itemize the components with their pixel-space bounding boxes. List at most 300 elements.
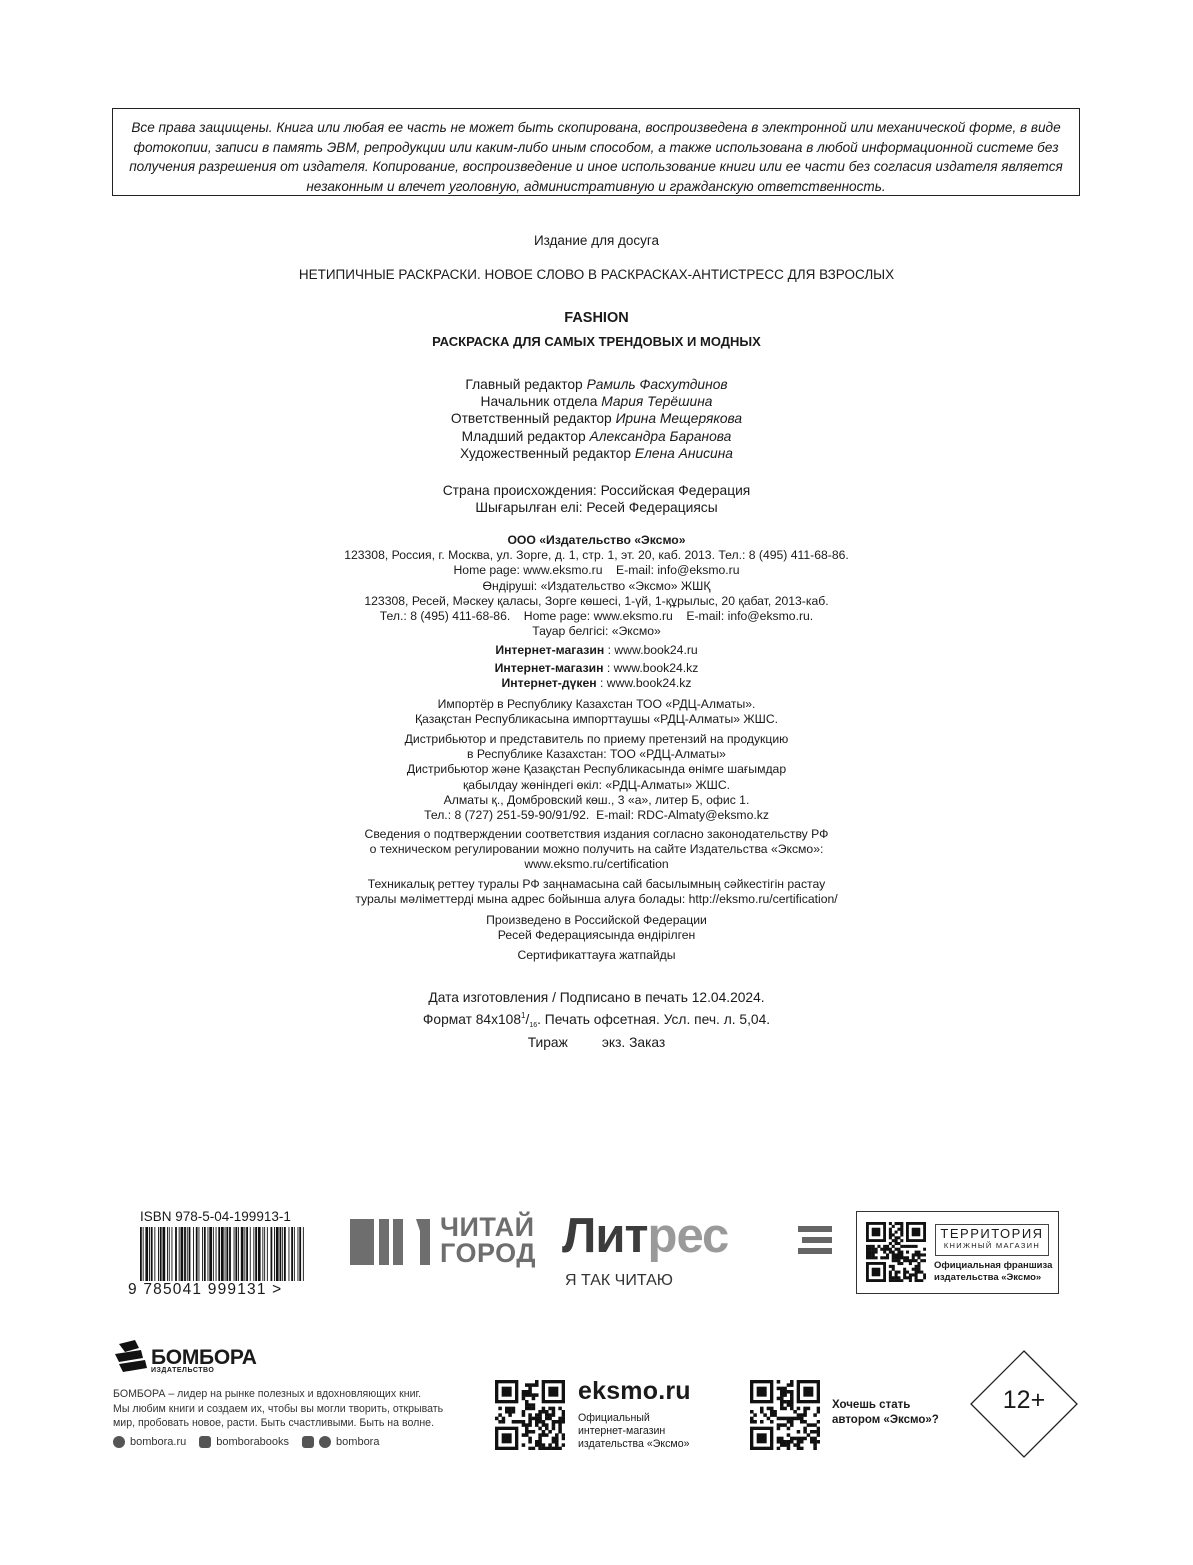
bombora-desc-line: Мы любим книги и создаем их, чтобы вы могли творить, открывать: [113, 1402, 444, 1415]
qr-module: [790, 1407, 794, 1411]
qr-module: [903, 1256, 906, 1259]
barcode-bar: [149, 1227, 150, 1281]
qr-module: [508, 1413, 512, 1417]
qr-module: [542, 1420, 546, 1424]
staff-list: [0, 376, 1193, 462]
qr-module: [522, 1423, 526, 1427]
barcode-bar: [284, 1227, 286, 1281]
qr-module: [535, 1440, 539, 1444]
qr-module: [892, 1239, 895, 1242]
qr-module: [895, 1253, 898, 1256]
qr-module: [780, 1393, 784, 1397]
qr-module: [889, 1231, 892, 1234]
qr-module: [562, 1433, 565, 1437]
qr-module: [522, 1443, 526, 1447]
qr-module: [502, 1417, 506, 1421]
barcode-bar: [274, 1227, 275, 1281]
qr-module: [780, 1437, 784, 1441]
territory-line: КНИЖНЫЙ МАГАЗИН: [943, 1241, 1041, 1250]
qr-module: [897, 1228, 900, 1231]
qr-module: [790, 1437, 794, 1441]
qr-module: [777, 1427, 781, 1431]
barcode-bar: [163, 1227, 166, 1281]
barcode-bar: [253, 1227, 254, 1281]
qr-module: [903, 1271, 906, 1274]
qr-module: [883, 1245, 886, 1248]
barcode-bar: [172, 1227, 173, 1281]
author-qr-icon: [750, 1380, 820, 1450]
qr-module: [783, 1387, 787, 1391]
qr-module: [900, 1279, 903, 1282]
barcode-bar: [175, 1227, 177, 1281]
qr-module: [797, 1440, 801, 1444]
qr-module: [538, 1443, 542, 1447]
barcode-bar: [151, 1227, 153, 1281]
qr-module: [903, 1259, 906, 1262]
qr-module: [508, 1407, 512, 1411]
eksmo-desc-line: издательства «Эксмо»: [578, 1438, 690, 1450]
qr-module: [750, 1417, 754, 1421]
publisher-line: Өндіруші: «Издательство «Эксмо» ЖШҚ: [482, 578, 711, 593]
chitai-gorod-wordmark: [440, 1214, 536, 1266]
qr-module: [780, 1403, 784, 1407]
qr-module: [528, 1437, 532, 1441]
origin-line: Шығарылған елі: Ресей Федерациясы: [475, 500, 718, 515]
qr-module: [522, 1413, 526, 1417]
qr-module: [780, 1417, 784, 1421]
barcode-bar: [160, 1227, 162, 1281]
qr-module: [763, 1413, 767, 1417]
qr-finder: [872, 1228, 881, 1237]
barcode-bar: [179, 1227, 180, 1281]
qr-module: [505, 1407, 509, 1411]
qr-module: [915, 1253, 918, 1256]
qr-module: [813, 1443, 817, 1447]
qr-module: [787, 1417, 791, 1421]
author-line: Хочешь стать: [832, 1399, 911, 1411]
qr-module: [810, 1440, 814, 1444]
distributor-block: [0, 732, 1193, 793]
qr-module: [915, 1268, 918, 1271]
barcode-bar: [264, 1227, 265, 1281]
barcode-bar: [289, 1227, 290, 1281]
bombora-desc-line: БОМБОРА – лидер на рынке полезных и вдохновляющих книг.: [113, 1388, 422, 1400]
qr-module: [803, 1420, 807, 1424]
qr-module: [897, 1271, 900, 1274]
qr-module: [883, 1251, 886, 1254]
qr-module: [562, 1437, 565, 1441]
qr-module: [869, 1245, 872, 1248]
territory-note-line: издательства «Эксмо»: [934, 1271, 1042, 1283]
qr-module: [906, 1256, 909, 1259]
qr-module: [548, 1443, 552, 1447]
qr-module: [562, 1443, 565, 1447]
qr-module: [813, 1413, 817, 1417]
qr-module: [558, 1423, 562, 1427]
qr-module: [528, 1430, 532, 1434]
qr-module: [900, 1222, 903, 1225]
qr-module: [528, 1440, 532, 1444]
barcode-bar: [225, 1227, 226, 1281]
barcode-bar: [202, 1227, 203, 1281]
qr-module: [515, 1420, 519, 1424]
qr-module: [895, 1271, 898, 1274]
qr-module: [528, 1390, 532, 1394]
qr-module: [889, 1248, 892, 1251]
staff-line: Начальник отдела Мария Терёшина: [480, 394, 713, 410]
qr-module: [777, 1447, 781, 1450]
qr-module: [920, 1271, 923, 1274]
publisher-line: Home page: www.eksmo.ru E-mail: info@eksmo.ru: [453, 563, 740, 578]
qr-module: [558, 1447, 562, 1450]
qr-module: [538, 1437, 542, 1441]
qr-module: [897, 1279, 900, 1282]
qr-module: [892, 1245, 895, 1248]
qr-module: [793, 1437, 797, 1441]
qr-module: [872, 1245, 875, 1248]
barcode-bar: [158, 1227, 159, 1281]
qr-module: [505, 1410, 509, 1414]
qr-module: [895, 1239, 898, 1242]
qr-module: [915, 1251, 918, 1254]
barcode-bar: [262, 1227, 263, 1281]
qr-module: [900, 1253, 903, 1256]
qr-module: [897, 1222, 900, 1225]
qr-module: [780, 1387, 784, 1391]
barcode-bar: [204, 1227, 206, 1281]
qr-module: [562, 1413, 565, 1417]
qr-module: [912, 1259, 915, 1262]
qr-module: [790, 1417, 794, 1421]
barcode-bar: [299, 1227, 301, 1281]
qr-module: [900, 1239, 903, 1242]
qr-module: [915, 1279, 918, 1282]
qr-module: [770, 1410, 774, 1414]
qr-module: [810, 1423, 814, 1427]
barcode-bar: [193, 1227, 194, 1281]
qr-module: [880, 1248, 883, 1251]
barcode-bar: [282, 1227, 283, 1281]
qr-module: [915, 1271, 918, 1274]
certification-line: о техническом регулировании можно получить на сайте Издательства «Эксмо»:: [369, 842, 824, 857]
qr-module: [797, 1407, 801, 1411]
qr-module: [866, 1251, 869, 1254]
barcode-bar: [280, 1227, 282, 1281]
qr-module: [790, 1403, 794, 1407]
qr-module: [558, 1420, 562, 1424]
staff-line: Ответственный редактор Ирина Мещерякова: [450, 411, 743, 427]
qr-module: [777, 1387, 781, 1391]
qr-module: [552, 1440, 556, 1444]
qr-module: [555, 1443, 559, 1447]
qr-module: [532, 1403, 536, 1407]
barcode-icon: [140, 1227, 305, 1281]
qr-module: [813, 1423, 817, 1427]
qr-module: [545, 1427, 549, 1431]
qr-module: [787, 1433, 791, 1437]
qr-module: [889, 1222, 892, 1225]
qr-module: [900, 1225, 903, 1228]
publisher-name: ООО «Издательство «Эксмо»: [507, 533, 686, 547]
qr-module: [903, 1276, 906, 1279]
qr-module: [909, 1262, 912, 1265]
qr-module: [535, 1420, 539, 1424]
qr-module: [538, 1427, 542, 1431]
qr-module: [889, 1271, 892, 1274]
qr-module: [909, 1245, 912, 1248]
qr-module: [787, 1390, 791, 1394]
qr-module: [780, 1397, 784, 1401]
qr-module: [906, 1251, 909, 1254]
qr-module: [555, 1440, 559, 1444]
qr-module: [548, 1447, 552, 1450]
qr-module: [915, 1273, 918, 1276]
chitai-gorod-logo-icon: [350, 1219, 435, 1269]
qr-module: [923, 1259, 926, 1262]
qr-finder: [872, 1268, 881, 1277]
produced-line: Произведено в Российской Федерации: [486, 913, 707, 927]
qr-module: [923, 1248, 926, 1251]
qr-module: [753, 1420, 757, 1424]
qr-module: [558, 1417, 562, 1421]
qr-module: [797, 1413, 801, 1417]
qr-module: [920, 1259, 923, 1262]
qr-module: [780, 1440, 784, 1444]
qr-module: [538, 1447, 542, 1450]
qr-module: [889, 1279, 892, 1282]
qr-module: [552, 1427, 556, 1431]
barcode-bar: [196, 1227, 198, 1281]
qr-module: [813, 1430, 817, 1434]
qr-module: [889, 1233, 892, 1236]
qr-module: [532, 1393, 536, 1397]
globe-icon: [113, 1436, 125, 1448]
qr-module: [883, 1256, 886, 1259]
qr-module: [810, 1430, 814, 1434]
barcode-bar: [208, 1227, 209, 1281]
qr-module: [906, 1245, 909, 1248]
qr-module: [903, 1268, 906, 1271]
qr-module: [900, 1262, 903, 1265]
qr-module: [532, 1383, 536, 1387]
bombora-social: [113, 1436, 379, 1448]
qr-module: [906, 1276, 909, 1279]
territory-logo: [935, 1224, 1049, 1256]
qr-module: [900, 1231, 903, 1234]
qr-module: [528, 1407, 532, 1411]
qr-module: [555, 1437, 559, 1441]
qr-module: [535, 1393, 539, 1397]
telegram-icon: [319, 1436, 331, 1448]
qr-module: [875, 1248, 878, 1251]
qr-module: [790, 1423, 794, 1427]
qr-finder: [912, 1228, 921, 1237]
qr-module: [545, 1433, 549, 1437]
barcode-bar: [294, 1227, 295, 1281]
qr-module: [886, 1245, 889, 1248]
qr-module: [787, 1447, 791, 1450]
qr-module: [525, 1407, 529, 1411]
qr-module: [797, 1447, 801, 1450]
qr-module: [787, 1400, 791, 1404]
eksmo-desc-line: интернет-магазин: [578, 1425, 666, 1437]
qr-module: [803, 1407, 807, 1411]
produced-line: Ресей Федерациясында өндірілген: [497, 928, 696, 943]
print-date: Дата изготовления / Подписано в печать 12.04.2024.: [428, 990, 765, 1005]
qr-module: [872, 1256, 875, 1259]
qr-module: [895, 1231, 898, 1234]
qr-module: [777, 1423, 781, 1427]
qr-module: [800, 1447, 804, 1450]
qr-finder: [757, 1387, 767, 1397]
qr-module: [912, 1253, 915, 1256]
barcode-bar: [276, 1227, 279, 1281]
territory-note-line: Официальная франшиза: [934, 1260, 1053, 1271]
qr-module: [780, 1423, 784, 1427]
qr-module: [753, 1413, 757, 1417]
qr-module: [813, 1437, 817, 1441]
qr-module: [545, 1417, 549, 1421]
qr-module: [906, 1259, 909, 1262]
qr-module: [813, 1440, 817, 1444]
barcode-bar: [169, 1227, 170, 1281]
qr-module: [780, 1407, 784, 1411]
qr-module: [897, 1276, 900, 1279]
barcode-bar: [303, 1227, 304, 1281]
qr-module: [892, 1233, 895, 1236]
qr-module: [895, 1236, 898, 1239]
importer-line: Қазақстан Республикасына импорттаушы «РДЦ-Алматы» ЖШС.: [414, 712, 779, 727]
qr-finder: [803, 1387, 813, 1397]
qr-module: [923, 1273, 926, 1276]
qr-module: [790, 1380, 794, 1384]
author-line: автором «Эксмо»?: [832, 1414, 939, 1426]
shop-line: Интернет-дүкен : www.book24.kz: [501, 676, 692, 691]
qr-module: [522, 1397, 526, 1401]
territory-line: ТЕРРИТОРИЯ: [940, 1226, 1044, 1241]
edition-type: Издание для досуга: [533, 233, 660, 248]
qr-module: [783, 1393, 787, 1397]
qr-module: [545, 1413, 549, 1417]
qr-module: [813, 1447, 817, 1450]
barcode-bar: [255, 1227, 257, 1281]
qr-finder: [502, 1433, 512, 1443]
qr-module: [866, 1256, 869, 1259]
qr-module: [787, 1443, 791, 1447]
qr-module: [886, 1256, 889, 1259]
publisher-line: Тауар белгісі: «Эксмо»: [532, 624, 661, 639]
barcode-bar: [229, 1227, 231, 1281]
qr-module: [872, 1248, 875, 1251]
book-title: FASHION: [564, 310, 629, 326]
qr-module: [783, 1443, 787, 1447]
qr-module: [558, 1427, 562, 1431]
litres-tagline: Я ТАК ЧИТАЮ: [565, 1272, 673, 1289]
qr-module: [797, 1443, 801, 1447]
qr-module: [525, 1427, 529, 1431]
qr-module: [770, 1407, 774, 1411]
barcode-bar: [213, 1227, 214, 1281]
qr-module: [889, 1265, 892, 1268]
qr-module: [915, 1245, 918, 1248]
qr-module: [767, 1407, 771, 1411]
barcode-bar: [221, 1227, 224, 1281]
qr-module: [548, 1413, 552, 1417]
origin: [0, 482, 1193, 516]
qr-module: [817, 1420, 820, 1424]
qr-module: [877, 1245, 880, 1248]
territory-note: [934, 1260, 1052, 1283]
qr-module: [897, 1242, 900, 1245]
qr-module: [542, 1407, 546, 1411]
qr-finder: [502, 1387, 512, 1397]
qr-module: [793, 1410, 797, 1414]
qr-module: [498, 1407, 502, 1411]
qr-module: [535, 1413, 539, 1417]
qr-module: [528, 1420, 532, 1424]
qr-module: [800, 1420, 804, 1424]
qr-module: [525, 1403, 529, 1407]
qr-module: [900, 1233, 903, 1236]
age-rating: 12+: [1002, 1386, 1046, 1414]
qr-module: [532, 1397, 536, 1401]
barcode-bar: [145, 1227, 148, 1281]
barcode-bar: [244, 1227, 245, 1281]
qr-module: [525, 1423, 529, 1427]
chitai-line: ЧИТАЙ: [440, 1212, 535, 1242]
qr-module: [892, 1256, 895, 1259]
qr-module: [552, 1447, 556, 1450]
qr-module: [522, 1420, 526, 1424]
qr-module: [889, 1236, 892, 1239]
qr-module: [528, 1393, 532, 1397]
qr-module: [538, 1417, 542, 1421]
qr-module: [866, 1253, 869, 1256]
qr-module: [777, 1417, 781, 1421]
qr-module: [548, 1417, 552, 1421]
qr-module: [889, 1228, 892, 1231]
vk-icon: [199, 1436, 211, 1448]
barcode-bar: [216, 1227, 217, 1281]
qr-module: [895, 1242, 898, 1245]
qr-module: [783, 1417, 787, 1421]
address-line: Алматы қ., Домбровский көш., 3 «а», литер Б, офис 1.: [443, 793, 750, 807]
qr-module: [532, 1407, 536, 1411]
qr-module: [760, 1420, 764, 1424]
litres-wordmark: Литрес: [562, 1209, 729, 1263]
qr-module: [552, 1437, 556, 1441]
qr-module: [917, 1251, 920, 1254]
qr-module: [777, 1440, 781, 1444]
qr-module: [750, 1410, 754, 1414]
qr-module: [522, 1410, 526, 1414]
shop-line: Интернет-магазин : www.book24.ru: [495, 643, 698, 657]
qr-module: [538, 1433, 542, 1437]
qr-module: [525, 1433, 529, 1437]
qr-module: [912, 1268, 915, 1271]
qr-module: [518, 1420, 522, 1424]
qr-module: [912, 1273, 915, 1276]
qr-module: [552, 1423, 556, 1427]
shops-block: [0, 643, 1193, 692]
staff-line: Младший редактор Александра Баранова: [461, 428, 732, 444]
print-format: Формат $84x108^1/_{16}$. Печать офсетная. Усл. печ. л. 5,04.: [422, 1010, 771, 1029]
print-info: [0, 989, 1193, 1052]
qr-module: [793, 1443, 797, 1447]
qr-module: [783, 1407, 787, 1411]
qr-module: [495, 1417, 499, 1421]
qr-module: [869, 1251, 872, 1254]
